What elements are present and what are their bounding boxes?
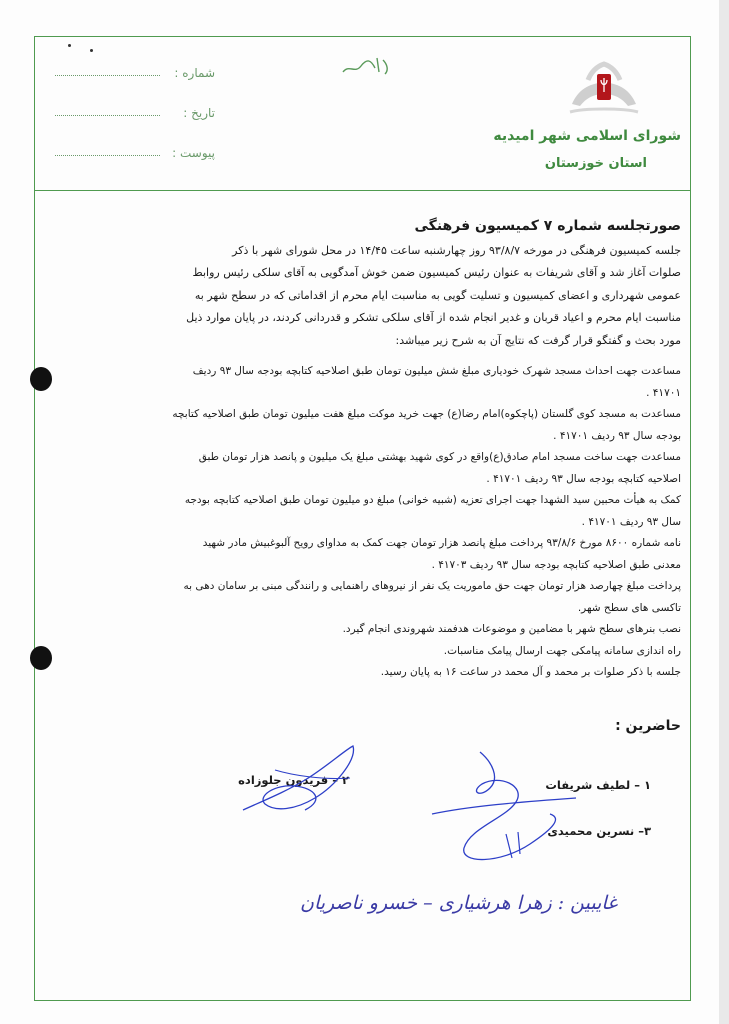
resolution-item <box>91 361 681 404</box>
resolution-item-line: مساعدت جهت احداث مسجد شهرک خودیاری مبلغ شش میلیون تومان طبق اصلاحیه کتابچه بودجه سال ۹۳ ردیف <box>192 365 681 377</box>
intro-line: مناسبت ایام محرم و اعیاد قربان و غدیر انجام شده از آقای سلکی تشکر و قدردانی کردند، در پایان موارد ذیل <box>186 311 681 325</box>
resolution-item-line: مساعدت به مسجد کوی گلستان (پاچکوه)امام رضا(ع) جهت خرید موکت مبلغ هفت میلیون تومان طبق اصلاحیه کتابچه <box>172 408 681 420</box>
scan-speck <box>90 49 93 52</box>
closing-statement: جلسه با ذکر صلوات بر محمد و آل محمد در ساعت ۱۶ به پایان رسید. <box>380 666 681 678</box>
intro-paragraph <box>91 240 681 352</box>
resolution-item-line: معدنی طبق اصلاحیه کتابچه بودجه سال ۹۳ ردیف ۴۱۷۰۳ . <box>431 558 681 571</box>
resolution-item-line: کمک به هیأت محبین سید الشهدا جهت اجرای تعزیه (شبیه خوانی) مبلغ دو میلیون تومان طبق اصلاحیه کتابچه بودجه <box>184 494 681 506</box>
date-dots <box>55 115 160 116</box>
resolution-item <box>91 490 681 533</box>
scan-speck <box>68 44 71 47</box>
intro-line: عمومی شهرداری و اعضای کمیسیون و تسلیت گویی به مناسبت ایام محرم از اقداماتی که در سطح شهر به <box>194 288 681 302</box>
number-field <box>55 66 215 86</box>
resolution-item-line: نصب بنرهای سطح شهر با مضامین و موضوعات هدفمند شهروندی انجام گیرد. <box>342 623 681 635</box>
header-divider <box>34 190 691 191</box>
resolution-item <box>91 641 681 663</box>
number-dots <box>55 75 160 76</box>
council-name: شورای اسلامی شهر امیدیه <box>493 128 681 144</box>
resolution-item <box>91 447 681 490</box>
resolution-item <box>91 533 681 576</box>
attachment-label: پیوست : <box>172 146 215 160</box>
page-edge-shadow <box>719 0 729 1024</box>
document-title: صورتجلسه شماره ۷ کمیسیون فرهنگی <box>414 218 681 234</box>
province-name: استان خوزستان <box>544 156 647 171</box>
date-label: تاریخ : <box>183 106 215 120</box>
resolution-item-line: اصلاحیه کتابچه بودجه سال ۹۳ ردیف ۴۱۷۰۱ . <box>486 472 681 485</box>
date-field <box>55 106 215 126</box>
attendee-3: ۳– نسرین محمیدی <box>547 824 651 838</box>
intro-line: صلوات آغاز شد و آقای شریفات به عنوان رئیس کمیسیون ضمن خوش آمدگویی به آقای سلکی رئیس روابط <box>192 266 681 280</box>
number-label: شماره : <box>174 66 215 80</box>
resolution-item-line: ۴۱۷۰۱ . <box>646 386 681 399</box>
attachment-dots <box>55 155 160 156</box>
resolution-item-line: پرداخت مبلغ چهارصد هزار تومان جهت حق ماموریت یک نفر از نیروهای راهنمایی و رانندگی مبنی بر سامان دهی به <box>183 580 681 592</box>
intro-line: مورد بحث و گفتگو قرار گرفت که نتایج آن به شرح زیر میباشد: <box>395 333 681 347</box>
signature-attendee-2 <box>235 740 365 820</box>
basmala-calligraphy-icon <box>335 50 395 80</box>
resolution-item <box>91 404 681 447</box>
resolution-item <box>91 576 681 619</box>
punch-hole-top <box>30 367 52 391</box>
punch-hole-bottom <box>30 646 52 670</box>
absentees-handwritten-note: غایبین : زهرا هرشیاری – خسرو ناصریان <box>300 892 618 914</box>
resolution-item-line: راه اندازی سامانه پیامکی جهت ارسال پیامک مناسبات. <box>443 644 681 657</box>
attendee-1: ۱ – لطیف شریفات <box>545 778 651 792</box>
resolution-item-line: تاکسی های سطح شهر. <box>577 601 681 614</box>
resolution-list <box>91 361 681 662</box>
attendee-2: ۲ – فریدون جلوزاده <box>238 773 349 787</box>
iran-emblem-icon <box>566 60 642 118</box>
resolution-item-line: نامه شماره ۸۶۰۰ مورخ ۹۳/۸/۶ پرداخت مبلغ پانصد هزار تومان جهت کمک به مداوای رویح آلبوغبیش مادر شهید <box>202 537 681 549</box>
signature-attendee-1 <box>430 748 580 868</box>
resolution-item-line: بودجه سال ۹۳ ردیف ۴۱۷۰۱ . <box>553 429 681 442</box>
attachment-field <box>55 146 215 166</box>
resolution-item <box>91 619 681 641</box>
resolution-item-line: سال ۹۳ ردیف ۴۱۷۰۱ . <box>581 515 681 528</box>
resolution-item-line: مساعدت جهت ساخت مسجد امام صادق(ع)واقع در کوی شهید بهشتی مبلغ یک میلیون و پانصد هزار تومان طبق <box>198 451 681 463</box>
intro-line: جلسه کمیسیون فرهنگی در مورخه ۹۳/۸/۷ روز چهارشنبه ساعت ۱۴/۴۵ در محل شورای شهر با ذکر <box>232 244 681 257</box>
attendees-heading: حاضرین : <box>615 718 681 734</box>
